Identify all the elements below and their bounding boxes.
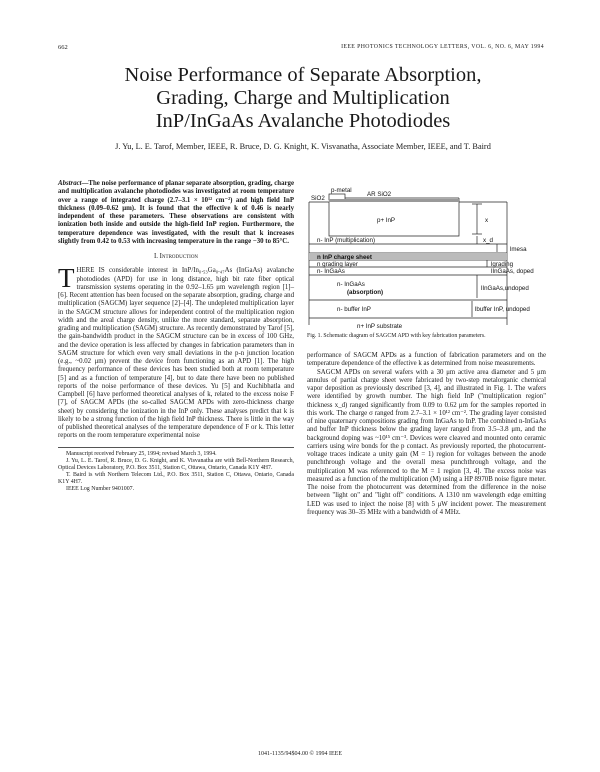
left-column <box>58 180 294 493</box>
footnotes <box>58 447 294 493</box>
label-x: x <box>485 217 489 224</box>
footnote: Manuscript received February 25, 1994; revised March 3, 1994. <box>66 450 217 457</box>
label-charge-sheet: n InP charge sheet <box>317 254 372 261</box>
label-absorption: (absorption) <box>347 289 384 296</box>
label-n-ingaas: n- InGaAs <box>317 268 345 275</box>
p-metal-contact <box>329 199 459 202</box>
copyright-line: 1041-1135/94$04.00 © 1994 IEEE <box>258 751 342 757</box>
page-number: 662 <box>58 44 68 51</box>
label-lbuffer: lbuffer InP, undoped <box>475 306 530 313</box>
running-head: IEEE PHOTONICS TECHNOLOGY LETTERS, VOL. 6, NO. 6, MAY 1994 <box>341 44 544 50</box>
author-list: J. Yu, L. E. Tarof, Member, IEEE, R. Bruce, D. G. Knight, K. Visvanatha, Associate Member, IEEE, and T. Baird <box>115 142 491 151</box>
section-heading-introduction: I. Introduction <box>153 253 199 260</box>
label-buffer: n- buffer InP <box>337 306 371 313</box>
label-ingaas-absorption: n- InGaAs <box>337 281 365 288</box>
drop-cap: T <box>58 263 75 294</box>
label-multiplication: n- InP (multiplication) <box>317 237 376 244</box>
label-p-inp: p+ InP <box>377 217 396 224</box>
label-ingaas-doped: lInGaAs, doped <box>491 268 534 275</box>
label-xd: x_d <box>483 237 493 244</box>
footnote: J. Yu, L. E. Tarof, R. Bruce, D. G. Knight, and K. Visvanatha are with Bell-Northern Research, Optical Devices Laboratory, P.O. Box 3511, Station C, Ottawa, Ontario, Canada K1Y 4H7. <box>58 457 294 471</box>
paper-title <box>58 64 548 133</box>
intro-paragraph <box>58 263 294 440</box>
label-p-metal: p-metal <box>331 187 352 194</box>
footnote: IEEE Log Number 9401007. <box>66 485 135 492</box>
title-line-1: Noise Performance of Separate Absorption, <box>124 64 482 86</box>
title-line-3: InP/InGaAs Avalanche Photodiodes <box>155 110 451 132</box>
continuation-paragraph: performance of SAGCM APDs as a function of fabrication parameters and on the temperature dependence of the effective k as determined from noise measurements. <box>307 352 546 368</box>
label-ar-sio2: AR SiO2 <box>367 191 392 198</box>
label-ingaas-undoped: lInGaAs,undoped <box>481 285 529 292</box>
label-substrate: n+ InP substrate <box>357 323 403 330</box>
title-line-2: Grading, Charge and Multiplication <box>156 87 450 109</box>
methods-paragraph: SAGCM APDs on several wafers with a 30 μm active area diameter and 5 μm annulus of partial charge sheet were fabricated by two-step metalorganic chemical vapor deposition as previously described [3, 4], and illustrated in Fig. 1. The wafers were identified by growth number. The high field InP ("multiplication region" thickness x_d) ranged significantly from 0.09 to 0.62 μm for the samples reported in this work. The charge σ ranged from 2.7–3.1 × 10¹² cm⁻². The grading layer consisted of nine quaternary compositions grading from InGaAs to InP. The combined n-InGaAs and buffer InP thickness below the grading layer ranged from 3.5–3.8 μm, and the background doping was ~10¹⁵ cm⁻³. Devices were cleaved and mounted onto ceramic carriers using wire bonds for the p contact. As previously reported, the photocurrent-voltage traces indicate a unity gain (M = 1) region for voltages between the anode punchthrough voltage and the overall mesa punchthrough voltage, and the multiplication M was referenced to the M = 1 region [3, 4]. The excess noise was measured as a function of the multiplication (M) using a HP 8970B noise figure meter. The noise from the photocurrent was determined from the difference in the noise between "light on" and "light off" conditions. A 1310 nm wavelength edge emitting LED was used to inject the noise [8] with 5 μW incident power. The measurement frequency was 30–35 MHz with a bandwidth of 4 MHz. <box>307 368 546 516</box>
label-lgrading: lgrading <box>491 261 514 268</box>
figure-caption: Fig. 1. Schematic diagram of SAGCM APD with key fabrication parameters. <box>307 333 486 339</box>
right-column <box>307 352 546 517</box>
label-lmesa: lmesa <box>510 246 527 253</box>
abstract <box>58 180 294 246</box>
abstract-text: The noise performance of planar separate absorption, grading, charge and multiplication avalanche photodiodes was investigated at room temperature over a range of integrated charge (2.7–3.1 × 10¹² cm⁻²) and high field InP thickness (0.09–0.62 μm). It is found that the effective k of 0.46 is nearly independent of these parameters. These observations are consistent with ionization both inside and outside the high-field InP region. Furthermore, the temperature dependence was investigated, with the result that k increases slightly from 0.42 to 0.53 with increasing temperature in the range −30 to 85°C. <box>58 180 294 245</box>
label-sio2: SiO2 <box>311 195 325 202</box>
footnote: T. Baird is with Northern Telecom Ltd., P.O. Box 3511, Station C, Ottawa, Ontario, Canada K1Y 4H7. <box>58 471 294 485</box>
abstract-label: Abstract— <box>58 180 89 187</box>
intro-text: HERE IS considerable interest in InP/In₀.₅₃Ga₀.₄₇As (InGaAs) avalanche photodiodes (APD) for use in long distance, high bit rate fiber optical transmission systems operating in the 0.92–1.65 μm wavelength region [1]–[6]. Recent attention has been focused on the separate absorption, grading, charge and multiplication (SAGCM) layer sequence [2]–[4]. The undepleted multiplication layer in the SAGCM structure allows for independent control of the multiplication region width and the areal charge density, unlike the more standard, separate absorption, grading and multiplication (SAGM) structure. As recently demonstrated by Tarof [5], the gain-bandwidth product in the SAGCM structure can be in excess of 100 GHz, and the device operation is less affected by changes in fabrication parameters than in SAGM structure for which even very small deviations in the p-n junction location (e.g., ~0.02 μm) prevent the device from functioning as an APD [1]. The high frequency performance of these devices has been studied both at room temperature [5] and as a function of temperature [4], but to date there have been no published reports of the noise performance of these devices. Yu [5] and Kuchibhatla and Campbell [6] have performed theoretical analyses of k, related to the excess noise F [7], of SAGCM APDs (the so-called SAGCM APDs with zero-thickness charge sheet) by considering the ionization in the InP only. These analyses predict that k is likely to be a strong function of the high field InP thickness. There is little in the way of published theoretical analyses of the temperature dependence of F or k. This letter reports on the room temperature experimental noise <box>58 267 294 440</box>
label-grading: n grading layer <box>317 261 358 268</box>
device-schematic-figure <box>307 180 546 330</box>
